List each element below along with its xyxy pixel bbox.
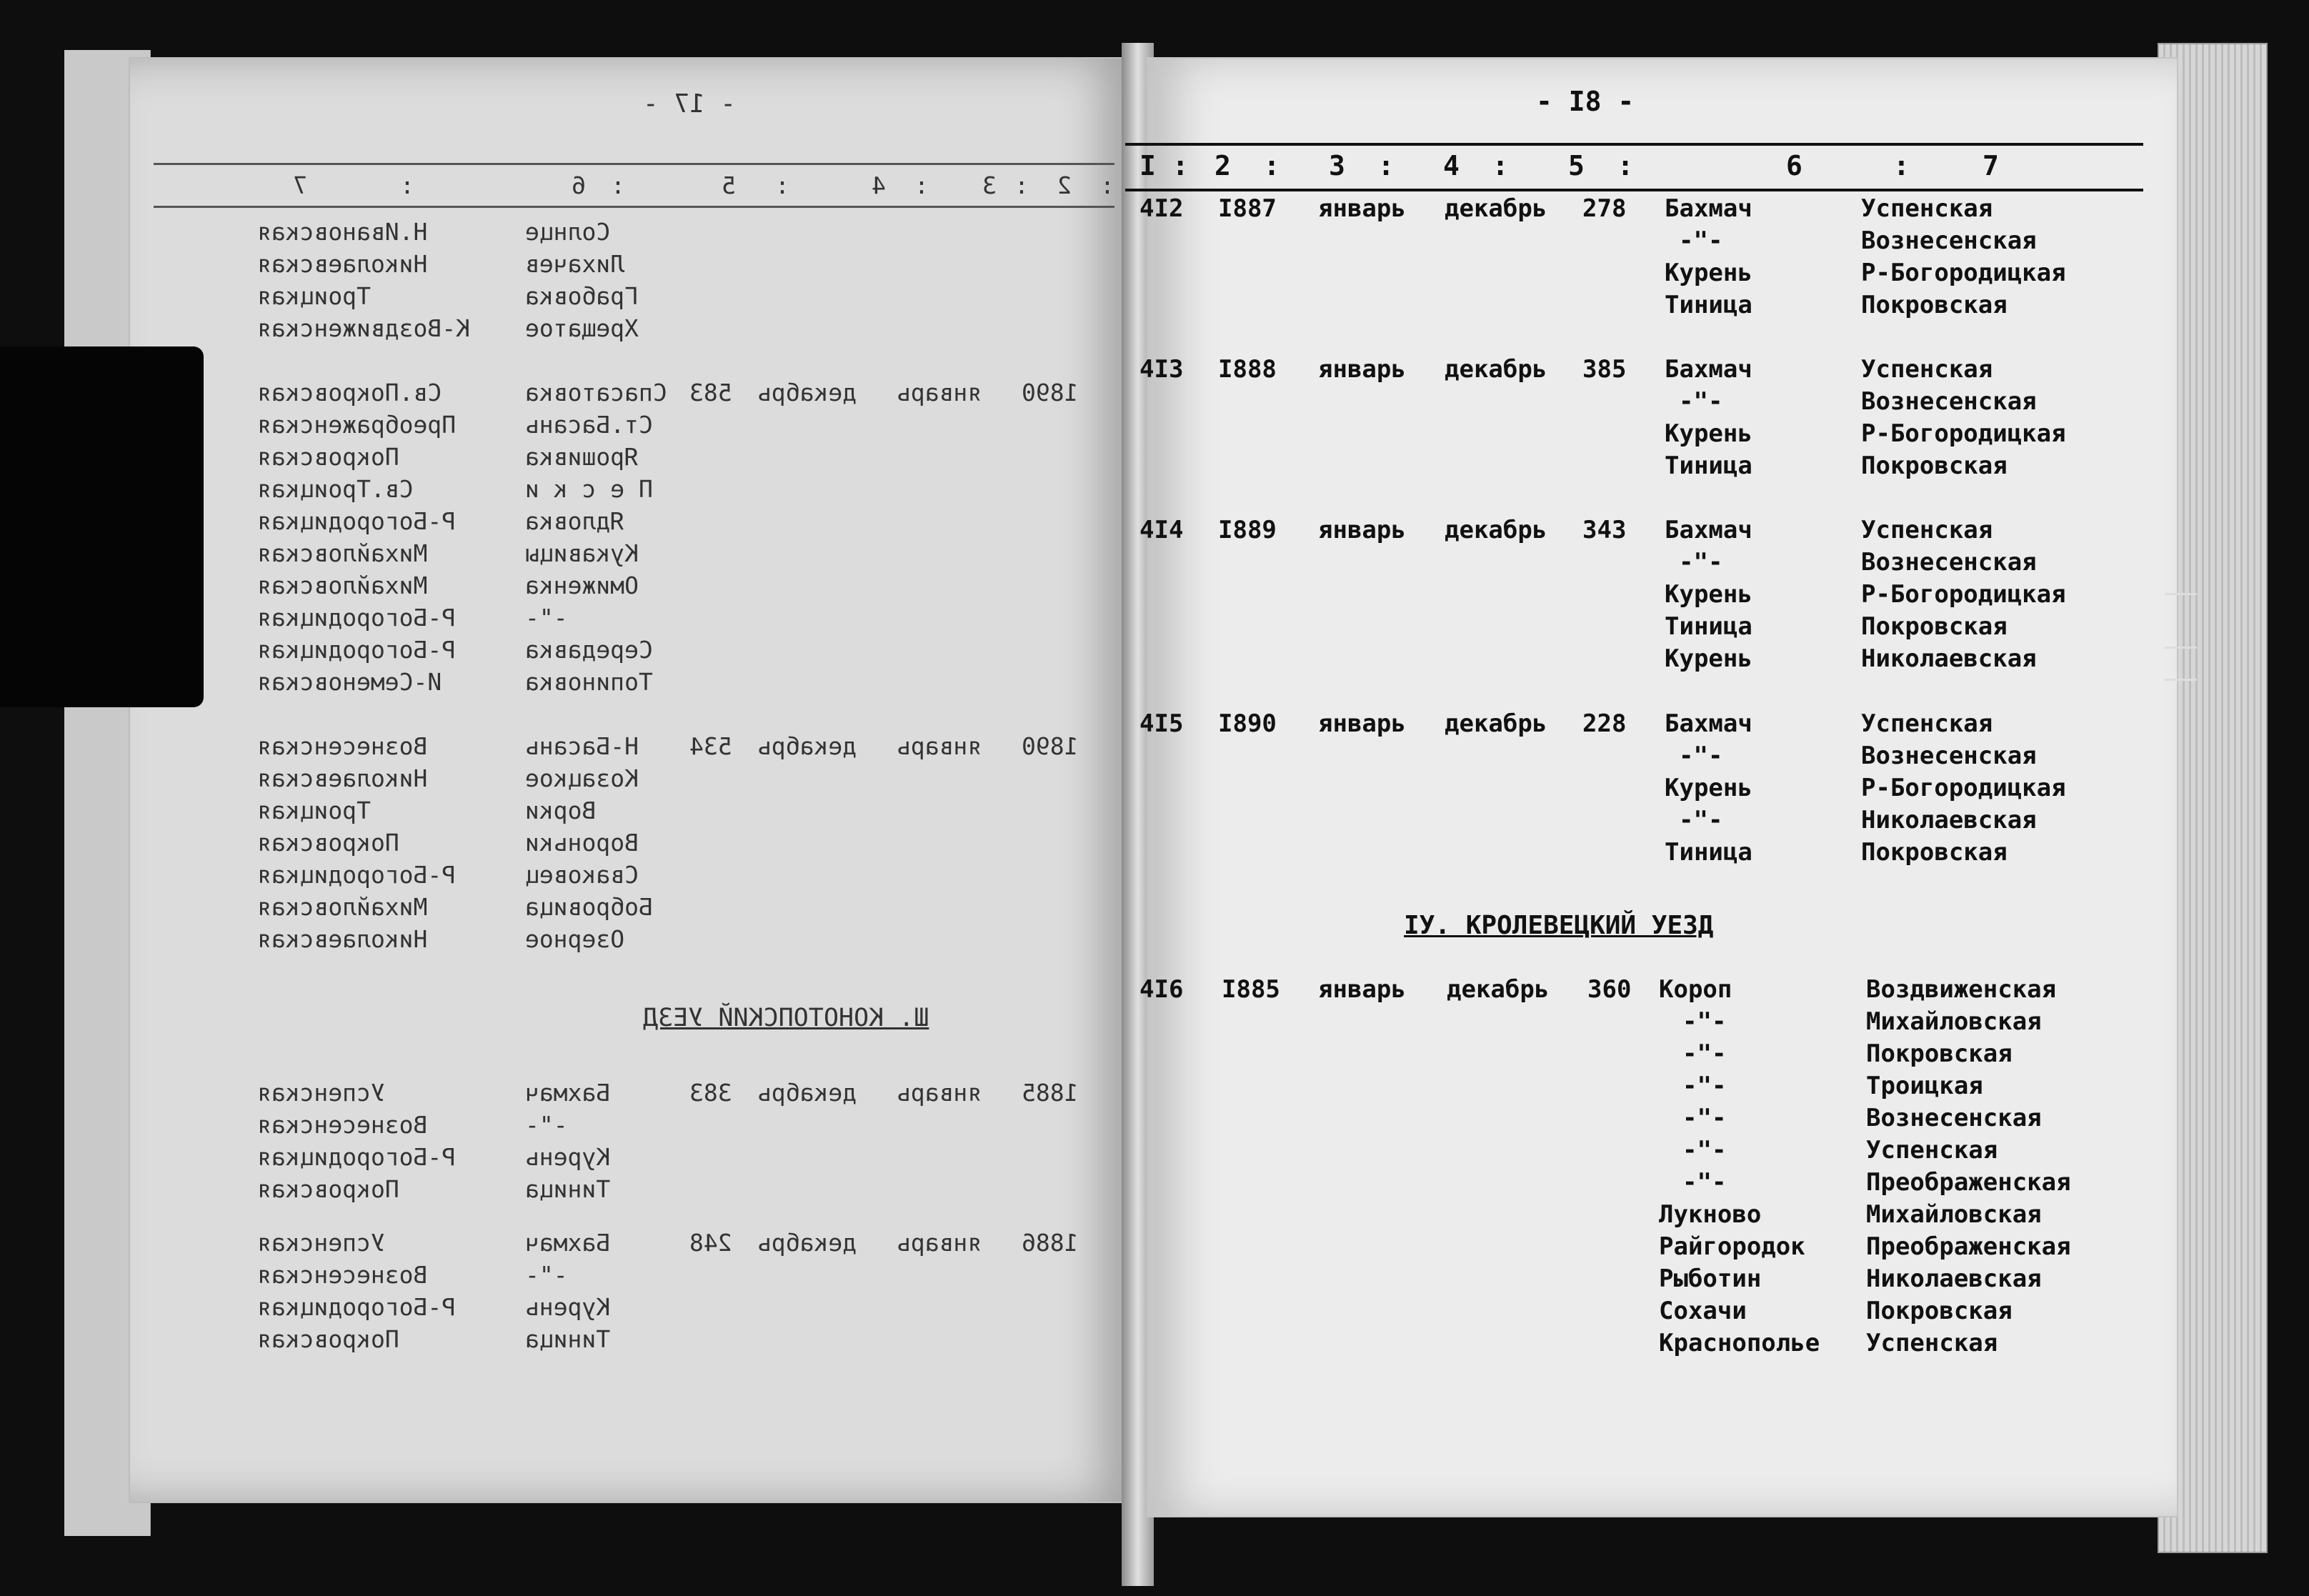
church-name: Николаевская [1861,644,2037,673]
place-name: Сохачи [1659,1297,1747,1325]
church-name: Вознесенская [1861,387,2037,416]
left-header-col: 7 [293,171,307,199]
left-church-name: Св.Покровская [257,379,442,407]
place-name: Курень [1665,580,1752,609]
church-name: Покровская [1866,1039,2013,1068]
col-3-header: 3 : [1329,150,1395,181]
left-place-name: П е с к и [525,475,653,503]
left-place-name: Тиница [525,1325,611,1353]
church-name: Р-Богородицкая [1861,419,2066,448]
left-place-name: Лихачев [525,250,625,278]
church-name: Успенская [1861,709,1993,738]
entry-number: 4I2 [1139,194,1184,223]
church-name: Успенская [1866,1136,1998,1164]
church-name: Покровская [1861,452,2008,480]
left-place-name: Кукавицы [525,539,639,567]
entry-count: 360 [1587,975,1632,1004]
church-name: Троицкая [1866,1072,1983,1100]
left-place-name: Омиженка [525,572,639,599]
church-name: Р-Богородицкая [1861,259,2066,287]
col-5-header: 5 : [1568,150,1634,181]
left-church-name: Р-Богородицкая [257,1143,457,1171]
church-name: Р-Богородицкая [1861,774,2066,802]
col-1-header: I : [1139,150,1189,181]
place-name: Короп [1659,975,1732,1004]
entry-end-month: декабрь [1445,709,1547,738]
church-name: Михайловская [1866,1007,2042,1036]
left-church-name: Р-Богородицкая [257,507,457,535]
left-count: 383 [689,1079,732,1107]
left-church-name: Р-Богородицкая [257,636,457,664]
entry-year: I888 [1218,355,1277,384]
entry-start-month: январь [1318,355,1406,384]
left-place-name: Курень [525,1143,611,1171]
left-header-col: 4 [872,171,886,199]
place-name: Бахмач [1665,709,1752,738]
place-name: Тиница [1665,838,1752,867]
left-year: 1890 [1022,732,1079,760]
left-place-name: Топиновка [525,668,653,696]
left-church-name: Михайловская [257,893,428,921]
left-place-name: Грабовка [525,282,639,310]
entry-number: 4I4 [1139,516,1184,544]
church-name: Михайловская [1866,1200,2042,1229]
left-place-name: Солнце [525,218,611,246]
church-name: Преображенская [1866,1232,2071,1261]
left-end-month: декабрь [757,379,857,407]
left-header-col: : [611,171,625,199]
entry-count: 343 [1582,516,1627,544]
section-title-krolevets: IУ. КРОЛЕВЕЦКИЙ УЕЗД [1404,911,1714,940]
left-church-name: Троицкая [257,282,371,310]
entry-count: 385 [1582,355,1627,384]
left-page-number: - 17 - [643,89,737,119]
left-church-name: Покровская [257,1325,399,1353]
left-count: 248 [689,1229,732,1257]
left-church-name: Св.Троицкая [257,475,414,503]
left-church-name: Р-Богородицкая [257,1293,457,1321]
place-name: -"- [1682,1007,1727,1036]
left-year: 1886 [1022,1229,1079,1257]
left-section-title: Ш. КОНОТОПСКИЙ УЕЗД [643,1004,929,1032]
entry-number: 4I3 [1139,355,1184,384]
entry-end-month: декабрь [1445,516,1547,544]
church-name: Успенская [1861,355,1993,384]
left-place-name: Ст.Басань [525,411,653,439]
entry-start-month: январь [1318,709,1406,738]
left-place-name: -"- [525,1111,568,1139]
left-header-col: 2 [1057,171,1072,199]
entry-start-month: январь [1318,516,1406,544]
left-header-rule-top [154,163,1114,165]
left-header-col: : [775,171,789,199]
left-church-name: Николаевская [257,925,428,953]
church-name: Вознесенская [1861,742,2037,770]
left-header-col: : [914,171,929,199]
church-name: Покровская [1861,291,2008,319]
place-name: Курень [1665,419,1752,448]
col-7-header: 7 [1983,150,1999,181]
left-church-name: Р-Богородицкая [257,861,457,889]
church-name: Преображенская [1866,1168,2071,1197]
entry-year: I887 [1218,194,1277,223]
left-place-name: Бобровица [525,893,653,921]
left-place-name: -"- [525,1261,568,1289]
left-place-name: Бахмач [525,1079,611,1107]
left-church-name: Успенская [257,1229,385,1257]
place-name: Бахмач [1665,355,1752,384]
left-church-name: Николаевская [257,250,428,278]
left-church-name: Покровская [257,1175,399,1203]
place-name: Краснополье [1659,1329,1820,1357]
left-header-rule-bottom [154,206,1114,208]
left-church-name: Покровская [257,829,399,857]
place-name: Рыботин [1659,1265,1762,1293]
left-start-month: январь [897,1079,982,1107]
entry-count: 228 [1582,709,1627,738]
header-rule-top [1125,143,2143,146]
church-name: Покровская [1866,1297,2013,1325]
left-end-month: декабрь [757,1229,857,1257]
left-church-name: Преображенская [257,411,457,439]
left-place-name: -"- [525,604,568,632]
left-church-name: Успенская [257,1079,385,1107]
entry-end-month: декабрь [1445,194,1547,223]
left-place-name: Сваковец [525,861,639,889]
place-name: Лукново [1659,1200,1762,1229]
church-name: Успенская [1866,1329,1998,1357]
left-place-name: Н-Басань [525,732,639,760]
header-rule-bottom [1125,189,2143,191]
left-header-col: 6 [572,171,586,199]
left-church-name: Вознесенская [257,1111,428,1139]
left-start-month: январь [897,732,982,760]
left-place-name: Ядловка [525,507,625,535]
place-name: Курень [1665,644,1752,673]
church-name: Воздвиженская [1866,975,2057,1004]
left-header-col: : [1100,171,1114,199]
left-place-name: Бахмач [525,1229,611,1257]
entry-end-month: декабрь [1447,975,1550,1004]
church-name: Успенская [1861,516,1993,544]
left-place-name: Озерное [525,925,625,953]
place-name: Бахмач [1665,516,1752,544]
church-name: Вознесенская [1861,226,2037,255]
place-name: -"- [1679,387,1723,416]
left-church-name: Вознесенская [257,732,428,760]
place-name: -"- [1679,548,1723,577]
left-count: 583 [689,379,732,407]
place-name: Тиница [1665,291,1752,319]
entry-number: 4I5 [1139,709,1184,738]
left-year: 1890 [1022,379,1079,407]
entry-year: I885 [1222,975,1280,1004]
left-place-name: Спасатовка [525,379,667,407]
left-place-name: Тиница [525,1175,611,1203]
entry-year: I889 [1218,516,1277,544]
left-header-col: 5 [722,171,736,199]
left-end-month: декабрь [757,1079,857,1107]
left-church-name: Николаевская [257,764,428,792]
place-name: -"- [1682,1168,1727,1197]
place-name: -"- [1682,1072,1727,1100]
church-name: Р-Богородицкая [1861,580,2066,609]
left-place-name: Козацкое [525,764,639,792]
left-church-name: Вознесенская [257,1261,428,1289]
church-name: Николаевская [1866,1265,2042,1293]
entry-start-month: январь [1318,194,1406,223]
place-name: -"- [1682,1039,1727,1068]
entry-year: I890 [1218,709,1277,738]
left-end-month: декабрь [757,732,857,760]
place-name: Бахмач [1665,194,1752,223]
right-page-number: - I8 - [1536,86,1635,117]
entry-count: 278 [1582,194,1627,223]
left-church-name: И-Семеновская [257,668,442,696]
left-church-name: Н.Ивановская [257,218,428,246]
place-name: Тиница [1665,612,1752,641]
col-sep-6-7: : [1893,150,1910,181]
left-church-name: К-Воздвиженская [257,314,471,342]
place-name: Райгородок [1659,1232,1805,1261]
left-church-name: Покровская [257,443,399,471]
bleed-through-overlay [1143,200,2172,1415]
left-church-name: Р-Богородицкая [257,604,457,632]
church-name: Вознесенская [1861,548,2037,577]
place-name: -"- [1679,742,1723,770]
black-tab [0,346,204,707]
col-2-header: 2 : [1215,150,1280,181]
left-place-name: Ярошивка [525,443,639,471]
left-place-name: Ворки [525,797,597,824]
entry-start-month: январь [1318,975,1406,1004]
left-place-name: Хрещатое [525,314,639,342]
place-name: -"- [1679,806,1723,834]
church-name: Вознесенская [1866,1104,2042,1132]
place-name: Курень [1665,259,1752,287]
entry-number: 4I6 [1139,975,1184,1004]
left-header-col: : [400,171,414,199]
left-start-month: январь [897,1229,982,1257]
left-church-name: Михайловская [257,539,428,567]
left-count: 534 [689,732,732,760]
entry-end-month: декабрь [1445,355,1547,384]
church-name: Покровская [1861,838,2008,867]
place-name: -"- [1679,226,1723,255]
place-name: -"- [1682,1136,1727,1164]
left-church-name: Троицкая [257,797,371,824]
left-place-name: Вороньки [525,829,639,857]
left-place-name: Середавка [525,636,653,664]
place-name: Тиница [1665,452,1752,480]
left-header-col: : [1014,171,1029,199]
left-header-col: 3 [982,171,997,199]
church-name: Николаевская [1861,806,2037,834]
col-6-header: 6 [1786,150,1802,181]
church-name: Покровская [1861,612,2008,641]
left-place-name: Курень [525,1293,611,1321]
place-name: -"- [1682,1104,1727,1132]
left-start-month: январь [897,379,982,407]
col-4-header: 4 : [1443,150,1509,181]
left-year: 1885 [1022,1079,1079,1107]
left-church-name: Михайловская [257,572,428,599]
church-name: Успенская [1861,194,1993,223]
place-name: Курень [1665,774,1752,802]
